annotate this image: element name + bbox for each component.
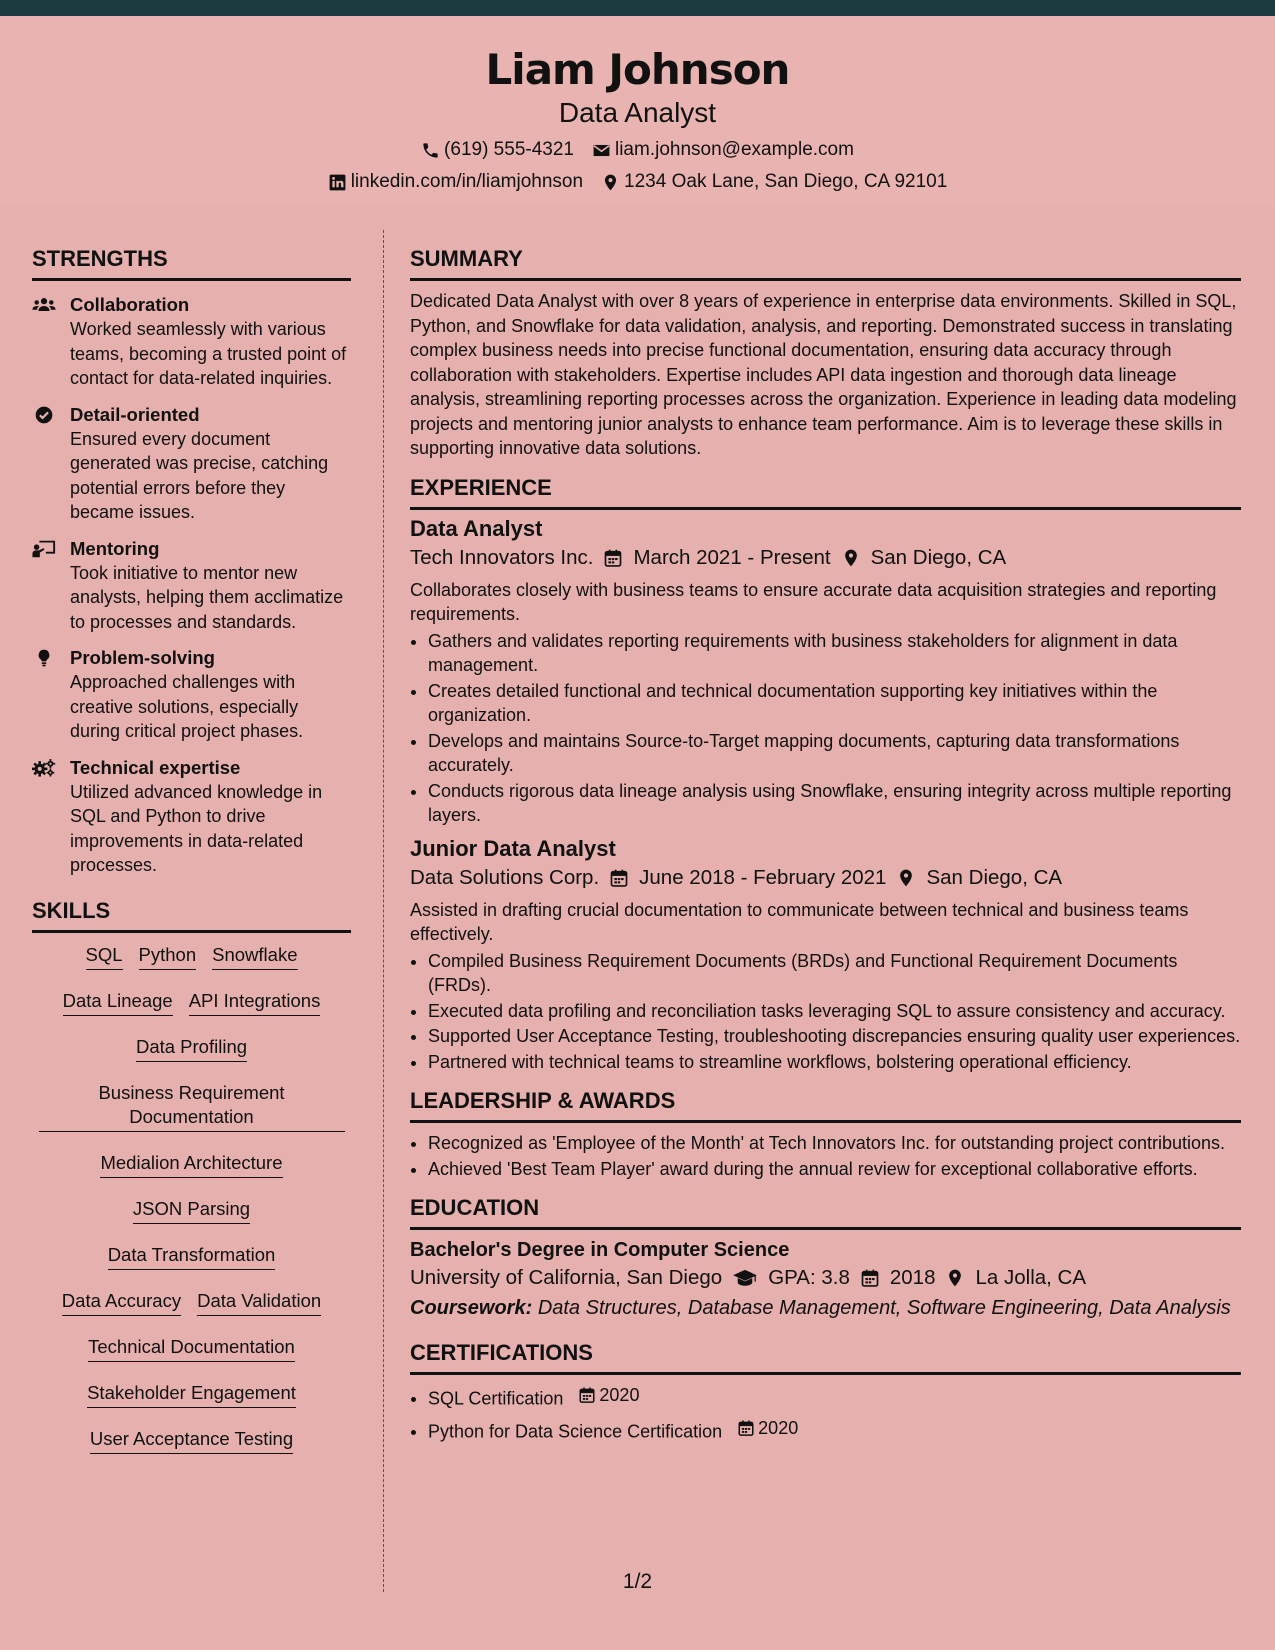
summary-title: SUMMARY <box>410 244 1241 281</box>
job-entry <box>410 514 1241 828</box>
skill-tag: Data Lineage <box>63 989 173 1016</box>
skill-tag: Business Requirement Documentation <box>39 1081 345 1132</box>
left-column <box>32 244 351 1473</box>
skill-tag: API Integrations <box>189 989 321 1016</box>
map-pin-icon <box>601 173 620 192</box>
job-dates: March 2021 - Present <box>633 545 831 569</box>
job-location: San Diego, CA <box>926 865 1063 889</box>
cert-name: Python for Data Science Certification <box>428 1421 723 1441</box>
lightbulb-icon <box>32 648 56 668</box>
skill-tag: Python <box>139 943 197 970</box>
linkedin-text[interactable]: linkedin.com/in/liamjohnson <box>350 171 584 192</box>
bullet-item: • Executed data profiling and reconciliation tasks leveraging SQL to assure consistency and accuracy. <box>428 999 1241 1024</box>
job-bullets <box>410 949 1241 1075</box>
edu-school: University of California, San Diego <box>410 1266 723 1289</box>
bullet-item: • Conducts rigorous data lineage analysis using Snowflake, ensuring integrity across multiple reporting layers. <box>428 779 1241 828</box>
strength-item <box>32 537 351 635</box>
bullet-item: • Compiled Business Requirement Documents (BRDs) and Functional Requirement Documents (FRDs). <box>428 949 1241 998</box>
bullet-item: • Recognized as 'Employee of the Month' at Tech Innovators Inc. for outstanding project contributions. <box>428 1131 1241 1156</box>
edu-gpa: GPA: 3.8 <box>768 1266 850 1289</box>
skill-tag: Stakeholder Engagement <box>87 1381 296 1408</box>
leadership-bullets <box>410 1131 1241 1181</box>
strength-desc: Worked seamlessly with various teams, becoming a trusted point of contact for data-related inquiries. <box>70 319 347 388</box>
job-bullets <box>410 629 1241 828</box>
strength-item <box>32 293 351 391</box>
linkedin-icon <box>328 173 347 192</box>
address-item <box>601 170 947 194</box>
email-text[interactable]: liam.johnson@example.com <box>614 139 854 160</box>
teacher-icon <box>32 539 56 559</box>
skill-tag: Data Validation <box>197 1289 321 1316</box>
contact-row-1 <box>0 138 1275 162</box>
users-icon <box>32 295 56 315</box>
skill-tag: Technical Documentation <box>88 1335 295 1362</box>
cert-year: 2020 <box>599 1385 640 1405</box>
bullet-item: • Creates detailed functional and technical documentation supporting key initiatives within the organization. <box>428 679 1241 728</box>
job-role: Junior Data Analyst <box>410 835 616 861</box>
skill-tag: JSON Parsing <box>133 1197 250 1224</box>
phone-text[interactable]: (619) 555-4321 <box>444 139 574 160</box>
job-meta <box>410 864 1241 892</box>
leadership-title: LEADERSHIP & AWARDS <box>410 1086 1241 1123</box>
strength-desc: Utilized advanced knowledge in SQL and Python to drive improvements in data-related processes. <box>70 781 323 875</box>
cert-list <box>410 1383 1241 1444</box>
edu-degree: Bachelor's Degree in Computer Science <box>410 1239 790 1261</box>
cert-item <box>428 1383 1241 1411</box>
check-circle-icon <box>32 405 56 425</box>
skill-tag: Medialion Architecture <box>100 1151 282 1178</box>
map-pin-icon <box>841 548 861 568</box>
skill-tag: Data Accuracy <box>62 1289 181 1316</box>
page-number: 1/2 <box>622 1570 653 1593</box>
top-bar <box>0 0 1275 16</box>
candidate-name: Liam Johnson <box>485 45 790 94</box>
job-role: Data Analyst <box>410 515 543 541</box>
strength-name: Mentoring <box>70 537 160 559</box>
certifications-title: CERTIFICATIONS <box>410 1338 1241 1375</box>
gears-icon <box>32 758 56 778</box>
strength-item <box>32 403 351 525</box>
phone-icon <box>421 141 440 160</box>
address-text: 1234 Oak Lane, San Diego, CA 92101 <box>624 171 948 192</box>
strength-item <box>32 756 351 878</box>
education-title: EDUCATION <box>410 1193 1241 1230</box>
bullet-item: • Gathers and validates reporting requirements with business stakeholders for alignment in data management. <box>428 629 1241 678</box>
email-item <box>592 138 854 162</box>
calendar-icon <box>578 1386 596 1404</box>
strength-item <box>32 646 351 744</box>
calendar-icon <box>737 1419 755 1437</box>
job-company: Tech Innovators Inc. <box>410 545 594 569</box>
phone-item <box>421 138 574 162</box>
strength-name: Collaboration <box>70 294 190 315</box>
strength-name: Problem-solving <box>70 647 215 668</box>
skill-tag: User Acceptance Testing <box>90 1427 293 1454</box>
bullet-item: • Supported User Acceptance Testing, troubleshooting discrepancies ensuring quality user experiences. <box>428 1024 1241 1049</box>
job-entry <box>410 834 1241 1075</box>
skills-title: SKILLS <box>32 896 351 933</box>
strength-desc: Approached challenges with creative solutions, especially during critical project phases. <box>70 672 304 741</box>
job-meta <box>410 544 1241 572</box>
edu-location: La Jolla, CA <box>975 1266 1087 1289</box>
bullet-item: • Partnered with technical teams to streamline workflows, bolstering operational efficiency. <box>428 1050 1241 1075</box>
calendar-icon <box>609 868 629 888</box>
strength-name: Technical expertise <box>70 756 241 778</box>
linkedin-item <box>328 170 583 194</box>
bullet-item: • Develops and maintains Source-to-Target mapping documents, capturing data transformations accurately. <box>428 729 1241 778</box>
map-pin-icon <box>945 1268 965 1288</box>
skills-list <box>32 943 351 1454</box>
summary-text: Dedicated Data Analyst with over 8 years of experience in enterprise data environments. Skilled in SQL, Python, and Snowflake for data validation, analysis, and reporting. Demonstrated success in translating complex business needs into precise functional documentation, ensuring data accuracy through collaboration with stakeholders. Expertise includes API data ingestion and thorough data lineage analysis, streamlining reporting processes across the organization. Experience in leading data modeling projects and mentoring junior analysts to enhance team performance. Aim is to leverage these skills in supporting innovative data solutions. <box>410 291 1237 458</box>
job-dates: June 2018 - February 2021 <box>639 865 887 889</box>
cert-item <box>428 1416 1241 1444</box>
experience-title: EXPERIENCE <box>410 473 1241 510</box>
job-intro: Collaborates closely with business teams to ensure accurate data acquisition strategies and reporting requirements. <box>410 579 1217 624</box>
right-column <box>410 244 1241 1445</box>
cert-name: SQL Certification <box>428 1388 564 1409</box>
envelope-icon <box>592 141 611 160</box>
job-intro: Assisted in drafting crucial documentation to communicate between technical and business teams effectively. <box>410 899 1189 944</box>
map-pin-icon <box>896 868 916 888</box>
candidate-title: Data Analyst <box>558 97 717 128</box>
coursework-text: Data Structures, Database Management, Software Engineering, Data Analysis <box>537 1297 1231 1319</box>
bullet-item: • Achieved 'Best Team Player' award during the annual review for exceptional collaborative efforts. <box>428 1157 1241 1182</box>
resume-header <box>0 16 1275 204</box>
skill-tag: Snowflake <box>212 943 297 970</box>
edu-coursework <box>410 1294 1241 1322</box>
strength-desc: Took initiative to mentor new analysts, helping them acclimatize to processes and standards. <box>70 562 344 632</box>
job-company: Data Solutions Corp. <box>410 865 600 889</box>
strength-desc: Ensured every document generated was precise, catching potential errors before they became issues. <box>70 428 329 522</box>
calendar-icon <box>603 548 623 568</box>
strength-name: Detail-oriented <box>70 403 200 425</box>
edu-meta <box>410 1264 1241 1292</box>
skill-tag: SQL <box>86 943 123 970</box>
job-location: San Diego, CA <box>870 545 1007 569</box>
contact-row-2 <box>0 170 1275 194</box>
strengths-title: STRENGTHS <box>32 244 351 281</box>
skill-tag: Data Profiling <box>136 1035 247 1062</box>
skill-tag: Data Transformation <box>108 1243 276 1270</box>
column-divider <box>383 230 384 1592</box>
calendar-icon <box>860 1268 880 1288</box>
graduation-cap-icon <box>732 1268 758 1288</box>
coursework-label: Coursework: <box>410 1297 533 1319</box>
cert-year: 2020 <box>758 1417 799 1438</box>
edu-year: 2018 <box>889 1266 936 1289</box>
